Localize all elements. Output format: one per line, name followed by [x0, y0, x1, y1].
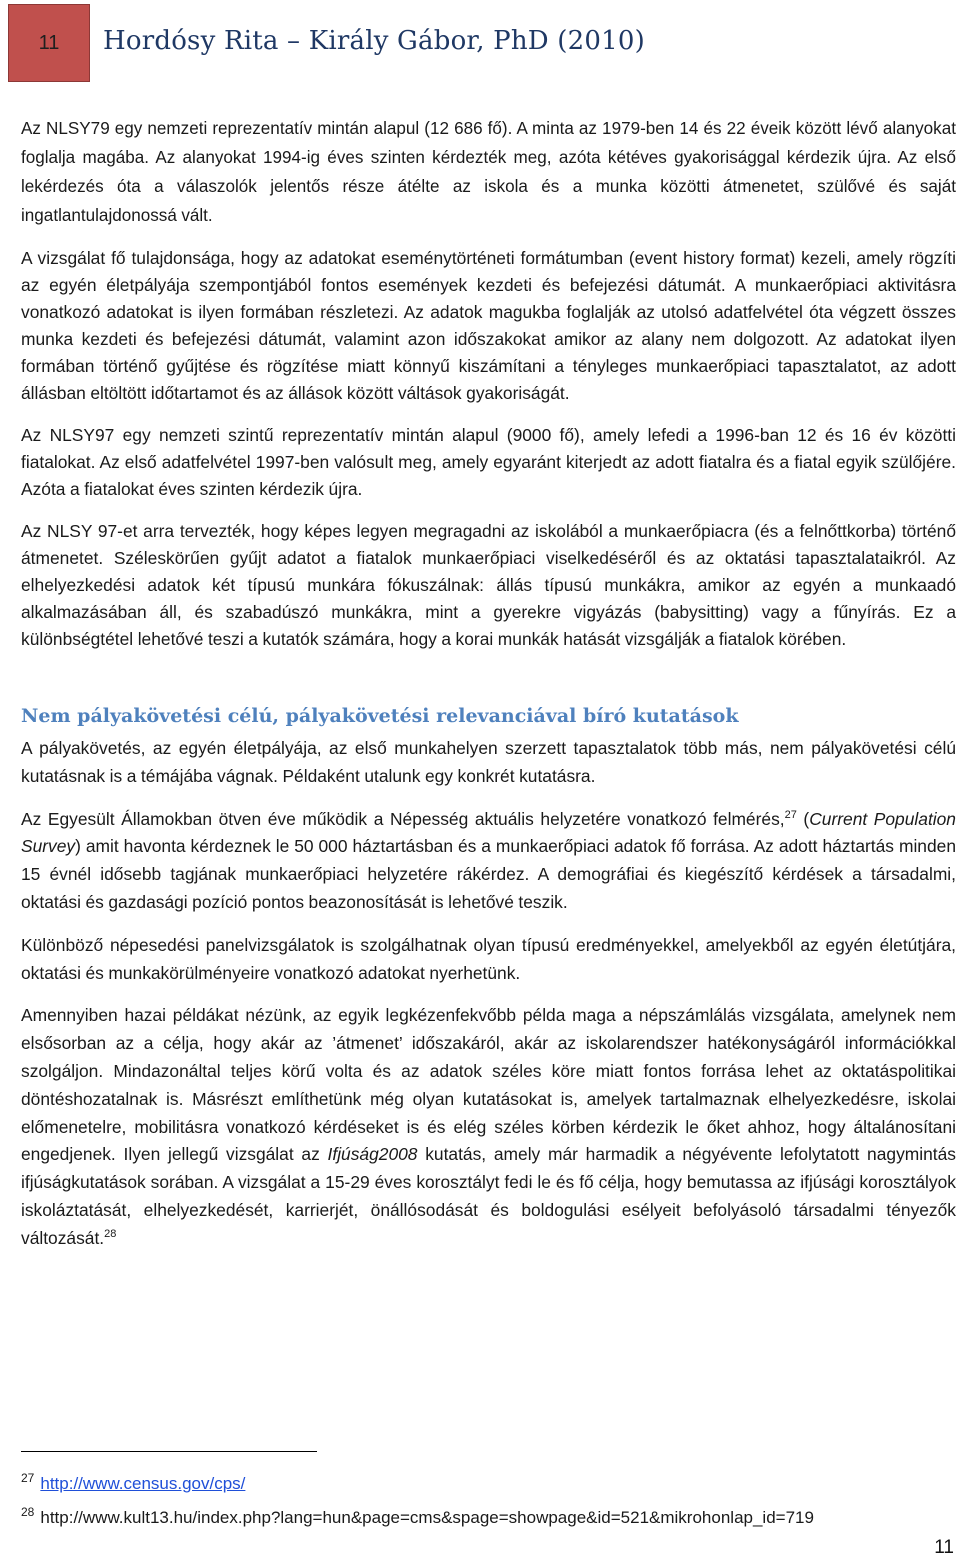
- page-header: [0, 0, 960, 86]
- cps-text-a: Az Egyesült Államokban ötven éve működik a Népesség aktuális helyzetére vonatkozó felmérés,: [21, 808, 785, 829]
- ifjusag-italic: Ifjúság2008: [327, 1144, 418, 1165]
- footnote-number: 28: [21, 1505, 35, 1519]
- paragraph-panel: Különböző népesedési panelvizsgálatok is szolgálhatnak olyan típusú eredményekkel, amelyekből az egyén életútjára, oktatási és munkakörülményeire vonatkozó adatokat nyerhetünk.: [21, 934, 956, 983]
- cps-text-c: ) amit havonta kérdeznek le 50 000 háztartásban és a munkaerőpiaci adatok fő forrása. Az adott háztartás minden 15 évnél idősebb tagjának munkaerőpiaci helyzetére rákérdez. A demográfiai és kiegészítő kérdések a társadalmi, oktatási és gazdasági pozíció pontos beazonosítását is lehetővé teszik.: [21, 836, 956, 912]
- paragraph-event-history: A vizsgálat fő tulajdonsága, hogy az adatokat eseménytörténeti formátumban (event history format) kezeli, amely rögzíti az egyén életpályája szempontjából fontos események kezdeti és befejezési dátumát. A munkaerőpiaci aktivitásra vonatkozó adatokat is ilyen formában részletezi. Az adatok magukba foglalják az utolsó adatfelvétel óta végzett összes munka kezdeti és befejezési dátumát, valamint azon időszakokat amikor az alany nem dolgozott. Az adatokat ilyen formában történő gyűjtése és rögzítése miatt könnyű kiszámítani a tényleges munkaerőpiaci tapasztalatot, az adott állásban eltöltött időtartamot és az állások között váltások gyakoriságát.: [21, 248, 956, 403]
- header-title: Hordósy Rita – Király Gábor, PhD (2010): [103, 26, 645, 56]
- cps-italic-title: Current Population Survey: [21, 808, 956, 857]
- paragraph-nlsy97-design: Az NLSY 97-et arra tervezték, hogy képes legyen megragadni az iskolából a munkaerőpiacra (és a felnőttkorba) történő átmenetet. Széleskörűen gyűjt adatot a fiatalok munkaerőpiaci viselkedéséről és az oktatási tapasztalataikról. Az elhelyezkedési adatok két típusú munkára fókuszálnak: állás típusú munkákra, amikor az egyén a munkaadó alkalmazásában áll, és szabadúszó munkákra, mint a gyerekre vigyázás (babysitting) vagy a fűnyírás. Ez a különbségtétel lehetővé teszi a kutatók számára, hogy a korai munkák hatását vizsgálják a fiatalok körében.: [21, 521, 956, 649]
- footnote-28: [21, 1498, 956, 1532]
- section-heading: Nem pályakövetési célú, pályakövetési relevanciával bíró kutatások: [21, 705, 739, 727]
- paragraph-hazai: [21, 1002, 956, 1252]
- paragraph-cps: [21, 806, 956, 917]
- footnote-url-text: http://www.kult13.hu/index.php?lang=hun&page=cms&spage=showpage&id=521&mikrohonlap_id=719: [40, 1508, 814, 1527]
- page-number-badge: [8, 4, 90, 82]
- footnote-ref-27[interactable]: 27: [784, 808, 797, 821]
- footnote-ref-28[interactable]: 28: [104, 1227, 117, 1240]
- footnotes: [21, 1464, 956, 1532]
- paragraph-nlsy97: Az NLSY97 egy nemzeti szintű reprezentatív mintán alapul (9000 fő), amely lefedi a 1996-ban 12 és 16 év közötti fiatalokat. Az első adatfelvétel 1997-ben valósult meg, amely egyaránt kiterjedt az adott fiatalra és a fiatal egyik szülőjére. Azóta a fiatalokat éves szinten kérdezik újra.: [21, 425, 956, 499]
- footnote-number: 27: [21, 1471, 35, 1485]
- hazai-text-b: kutatás, amely már harmadik a négyévente lefolytatott nagymintás ifjúságkutatások sorában. A vizsgálat a 15-29 éves korosztályt fedi le és fő célja, hogy bemutassa az ifjúsági korosztályok iskoláztatását, elhelyezkedését, karrierjét, önállósodását és boldogulási esélyeit befolyásoló társadalmi tényezők változását.: [21, 1144, 956, 1248]
- footnote-divider: [21, 1451, 317, 1452]
- footnote-link[interactable]: http://www.census.gov/cps/: [40, 1474, 246, 1493]
- cps-text-b: (: [796, 808, 810, 829]
- paragraph-palyakovetes: A pályakövetés, az egyén életpályája, az első munkahelyen szerzett tapasztalatok több más, nem pályakövetési célú kutatásnak is a témájába vágnak. Példaként utalunk egy konkrét kutatásra.: [21, 738, 956, 786]
- hazai-text-a: Amennyiben hazai példákat nézünk, az egyik legkézenfekvőbb példa maga a népszámlálás vizsgálata, amelynek nem elsősorban az a célja, hogy akár az ’átmenet’ időszakáról, akár az iskolarendszer hatékonyságáról információkkal szolgáljon. Mindazonáltal teljes körű volta és az adatok széles köre miatt fontos forrása lehet az oktatáspolitikai döntéshozatalnak is. Másrészt említhetünk még olyan kutatásokat is, amelyek tartalmaznak elhelyezkedésre, iskolai előmenetelre, mobilitásra vonatkozó kérdéseket is és elég széles körben kérdezik le őket ahhoz, hogy általánosítani engedjenek. Ilyen jellegű vizsgálat az: [21, 1005, 956, 1165]
- document-body: [21, 114, 956, 1268]
- footer-page-number: 11: [934, 1537, 954, 1558]
- paragraph-nlsy79: Az NLSY79 egy nemzeti reprezentatív mintán alapul (12 686 fő). A minta az 1979-ben 14 és 22 éveik között lévő alanyokat foglalja magába. Az alanyokat 1994-ig éves szinten kérdezték meg, azóta kétéves gyakorisággal kérdezik újra. Az első lekérdezés óta a válaszolók jelentős része átélte az iskola és a munka közötti átmenetet, szülővé és saját ingatlantulajdonossá vált.: [21, 119, 956, 225]
- header-page-number: 11: [38, 31, 60, 54]
- footnote-27: [21, 1464, 956, 1498]
